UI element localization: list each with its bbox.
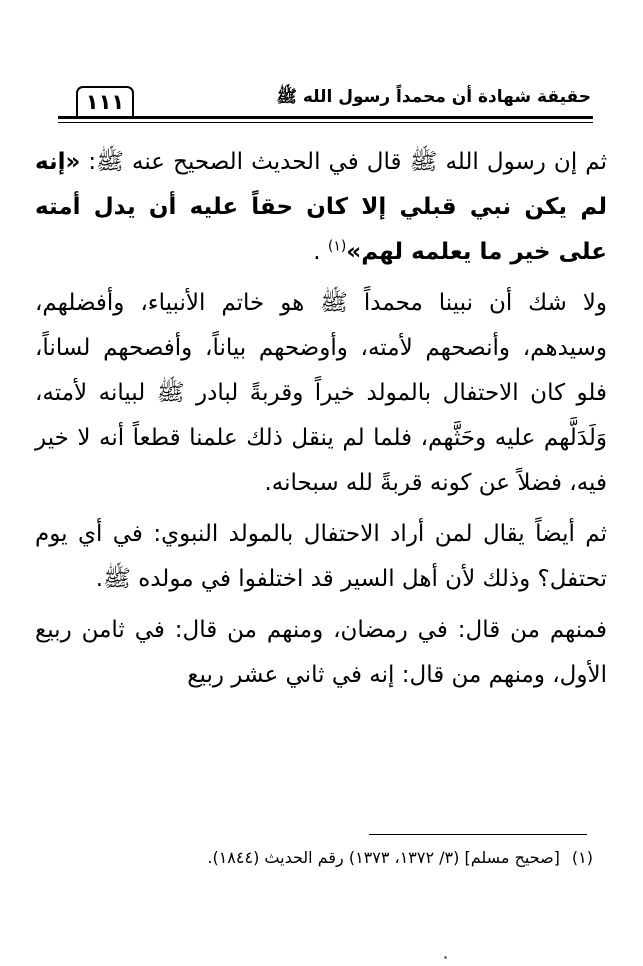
- running-header-title: حقيقة شهادة أن محمداً رسول الله ﷺ: [276, 87, 591, 107]
- paragraph-3: ثم أيضاً يقال لمن أراد الاحتفال بالمولد النبوي: في أي يوم تحتفل؟ وذلك لأن أهل السير قد اختلفوا في مولده ﷺ.: [35, 521, 607, 592]
- paragraph-2: ولا شك أن نبينا محمداً ﷺ هو خاتم الأنبياء، وأفضلهم، وسيدهم، وأنصحهم لأمته، وأوضحهم بياناً، وأفصحهم لساناً، فلو كان الاحتفال بالمولد خيراً وقربةً لبادر ﷺ لبيانه لأمته، وَلَدَلَّهم عليه وحَثَّهم، فلما لم ينقل ذلك علمنا قطعاً أنه لا خير فيه، فضلاً عن كونه قربةً لله سبحانه.: [35, 290, 607, 496]
- paragraph-4: فمنهم من قال: في رمضان، ومنهم من قال: في ثامن ربيع الأول، ومنهم من قال: إنه في ثاني عشر ربيع: [35, 617, 607, 688]
- header-divider-thin: [58, 122, 593, 123]
- paragraph-1-end: .: [313, 239, 328, 265]
- paragraph-1: [35, 140, 607, 275]
- footnote-reference[interactable]: (١): [327, 238, 347, 255]
- header-divider: [58, 116, 593, 119]
- footnote-text: [صحيح مسلم] (٣/ ١٣٧٢، ١٣٧٣) رقم الحديث (١٨٤٤).: [207, 848, 560, 867]
- footnote-divider: [369, 834, 587, 835]
- page-body: [35, 140, 607, 698]
- hadith-quote: «إنه لم يكن نبي قبلي إلا كان حقاً عليه أن يدل أمته على خير ما يعلمه لهم»: [35, 149, 607, 265]
- scan-speck: [444, 956, 447, 959]
- paragraph-1-intro: ثم إن رسول الله ﷺ قال في الحديث الصحيح عنه ﷺ:: [80, 149, 607, 175]
- footnote-marker: (١): [571, 848, 593, 867]
- page-number: ١١١: [76, 86, 134, 116]
- footnote: [33, 846, 593, 870]
